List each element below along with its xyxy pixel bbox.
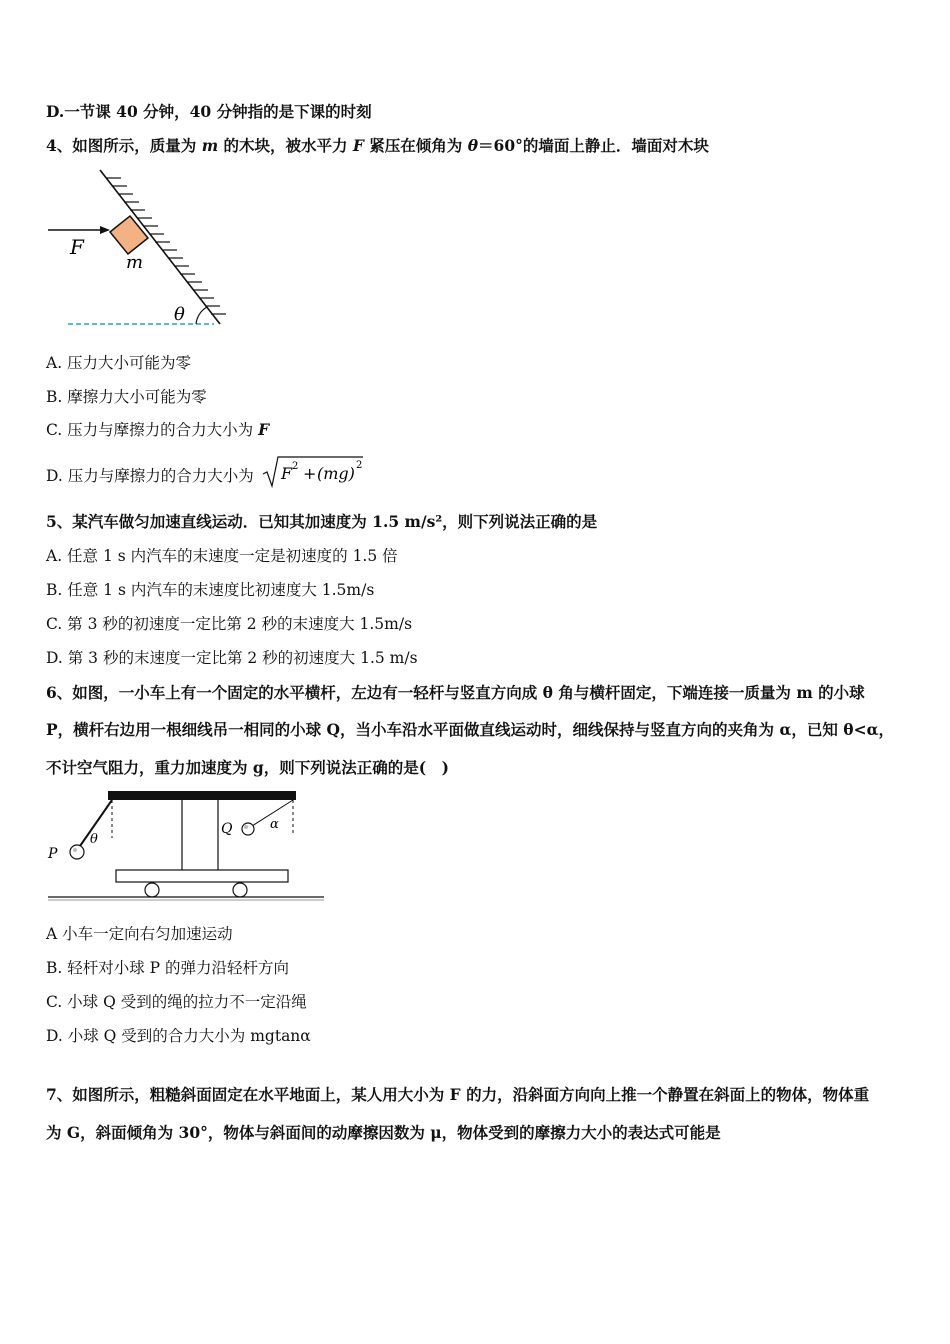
force-arrow-f [48,226,110,234]
q4-stem [46,136,709,156]
label-p: P [48,846,58,862]
q5-option-d: D. 第 3 秒的末速度一定比第 2 秒的初速度大 1.5 m/s [46,649,418,667]
q4-incline-figure [44,166,234,334]
label-q: Q [221,821,233,837]
label-alpha: α [270,817,279,832]
wall-hatching [100,170,226,324]
q4-stem-part-d: ＝60°的墙面上静止．墙面对木块 [478,136,709,155]
wheel-right [233,883,247,897]
angle-arc [196,307,207,324]
q5-stem: 5、某汽车做匀加速直线运动．已知其加速度为 1.5 m/s²，则下列说法正确的是 [46,512,598,531]
q4-option-b: B. 摩擦力大小可能为零 [46,388,207,406]
q4-option-c-var: F [258,420,270,439]
q4-stem-part-b: 的木块，被水平力 [218,136,353,155]
q4-option-c-text: C. 压力与摩擦力的合力大小为 [46,421,259,439]
label-theta: θ [174,304,185,325]
q6-option-d: D. 小球 Q 受到的合力大小为 mgtanα [46,1027,311,1045]
q5-option-a: A. 任意 1 s 内汽车的末速度一定是初速度的 1.5 倍 [46,547,398,565]
wheel-left [145,883,159,897]
q7-stem-line-1: 7、如图所示，粗糙斜面固定在水平地面上，某人用大小为 F 的力，沿斜面方向向上推一个静置在斜面上的物体，物体重 [46,1085,870,1104]
q4-option-d [46,460,365,488]
q6-option-c: C. 小球 Q 受到的绳的拉力不一定沿绳 [46,993,307,1011]
q4-option-c [46,420,269,440]
q3-option-d: D.一节课 40 分钟，40 分钟指的是下课的时刻 [46,102,372,121]
q4-stem-var-f: F [352,136,364,155]
q6-stem-line-3: 不计空气阻力，重力加速度为 g，则下列说法正确的是( ) [46,758,449,777]
label-f: F [70,235,84,259]
svg-text:F: F [280,464,292,483]
ball-p [70,845,84,859]
sqrt-formula [261,454,365,488]
q6-option-a: A 小车一定向右匀加速运动 [46,925,233,943]
horizontal-bar [108,791,296,800]
q7-stem-line-2: 为 G，斜面倾角为 30°，物体与斜面间的动摩擦因数为 μ，物体受到的摩擦力大小的表达式可能是 [46,1123,721,1142]
svg-text:2: 2 [291,461,299,472]
label-m: m [126,252,144,273]
q6-stem-line-1: 6、如图，一小车上有一个固定的水平横杆，左边有一轻杆与竖直方向成 θ 角与横杆固定，下端连接一质量为 m 的小球 [46,683,865,702]
svg-text:2: 2 [355,460,363,471]
q5-option-c: C. 第 3 秒的初速度一定比第 2 秒的末速度大 1.5m/s [46,615,413,633]
ball-q [242,823,254,835]
q4-stem-var-theta: θ [467,136,479,155]
cart-body [116,870,288,882]
q4-stem-part-c: 紧压在倾角为 [363,136,468,155]
block-m [110,216,148,254]
q6-stem-line-2: P，横杆右边用一根细线吊一相同的小球 Q，当小车沿水平面做直线运动时，细线保持与竖直方向的夹角为 α，已知 θ<α， [46,720,895,739]
q6-option-b: B. 轻杆对小球 P 的弹力沿轻杆方向 [46,959,290,977]
q4-stem-part-a: 4、如图所示，质量为 [46,136,202,155]
q5-option-b: B. 任意 1 s 内汽车的末速度比初速度大 1.5m/s [46,581,375,599]
q6-cart-figure [44,788,326,906]
q4-option-a: A. 压力大小可能为零 [46,354,192,372]
svg-text:+: + [302,464,317,483]
q4-stem-var-m: m [201,136,219,155]
q4-option-d-text: D. 压力与摩擦力的合力大小为 [46,467,254,485]
label-theta-cart: θ [90,832,98,847]
svg-text:(mg): (mg) [316,464,355,483]
